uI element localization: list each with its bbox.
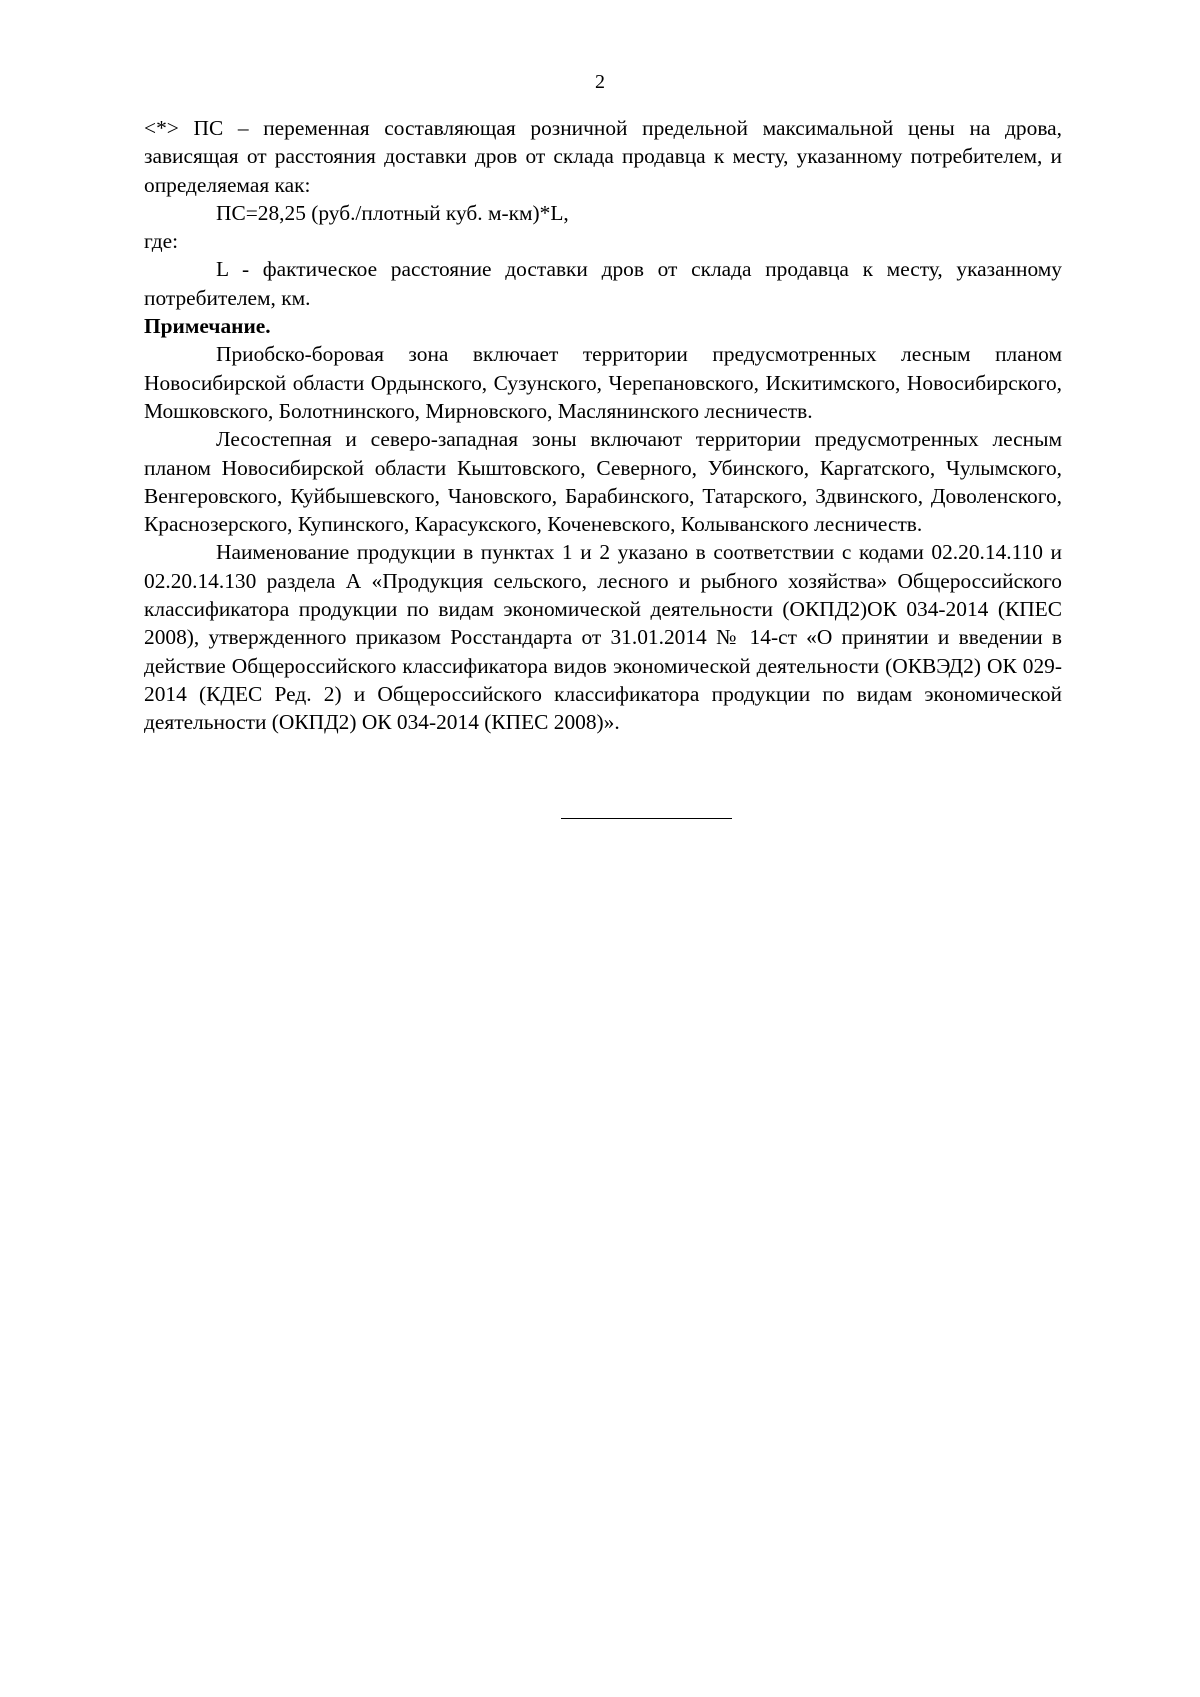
page-number: 2 [595, 71, 605, 93]
l-definition: L - фактическое расстояние доставки дров от склада продавца к месту, указанному потребителем, км. [144, 257, 1062, 310]
note-paragraph-naimenovanie: Наименование продукции в пунктах 1 и 2 указано в соответствии с кодами 02.20.14.110 и 02.20.14.130 раздела А «Продукция сельского, лесного и рыбного хозяйства» Общероссийского классификатора продукции по видам экономической деятельности (ОКПД2)ОК 034-2014 (КПЕС 2008), утвержденного приказом Росстандарта от 31.01.2014 № 14-ст «О принятии и введении в действие Общероссийского классификатора видов экономической деятельности (ОКВЭД2) ОК 029-2014 (КДЕС Ред. 2) и Общероссийского классификатора продукции по видам экономической деятельности (ОКПД2) ОК 034-2014 (КПЕС 2008)». [144, 540, 1062, 735]
footnote-definition: <*> ПС – переменная составляющая розничной предельной максимальной цены на дрова, зависящая от расстояния доставки дров от склада продавца к месту, указанному потребителем, и определяемая как: [144, 116, 1062, 197]
formula: ПС=28,25 (руб./плотный куб. м-км)*L, [216, 200, 569, 225]
end-separator-line [561, 818, 732, 819]
note-heading: Примечание. [144, 314, 271, 339]
document-body [144, 114, 1062, 737]
where-label: где: [144, 229, 179, 254]
note-paragraph-priobsko: Приобско-боровая зона включает территории предусмотренных лесным планом Новосибирской области Ордынского, Сузунского, Черепановского, Искитимского, Новосибирского, Мошковского, Болотнинского, Мирновского, Маслянинского лесничеств. [144, 342, 1062, 423]
note-paragraph-lesostepnaya: Лесостепная и северо-западная зоны включают территории предусмотренных лесным планом Новосибирской области Кыштовского, Северного, Убинского, Каргатского, Чулымского, Венгеровского, Куйбышевского, Чановского, Барабинского, Татарского, Здвинского, Доволенского, Краснозерского, Купинского, Карасукского, Коченевского, Колыванского лесничеств. [144, 427, 1062, 537]
